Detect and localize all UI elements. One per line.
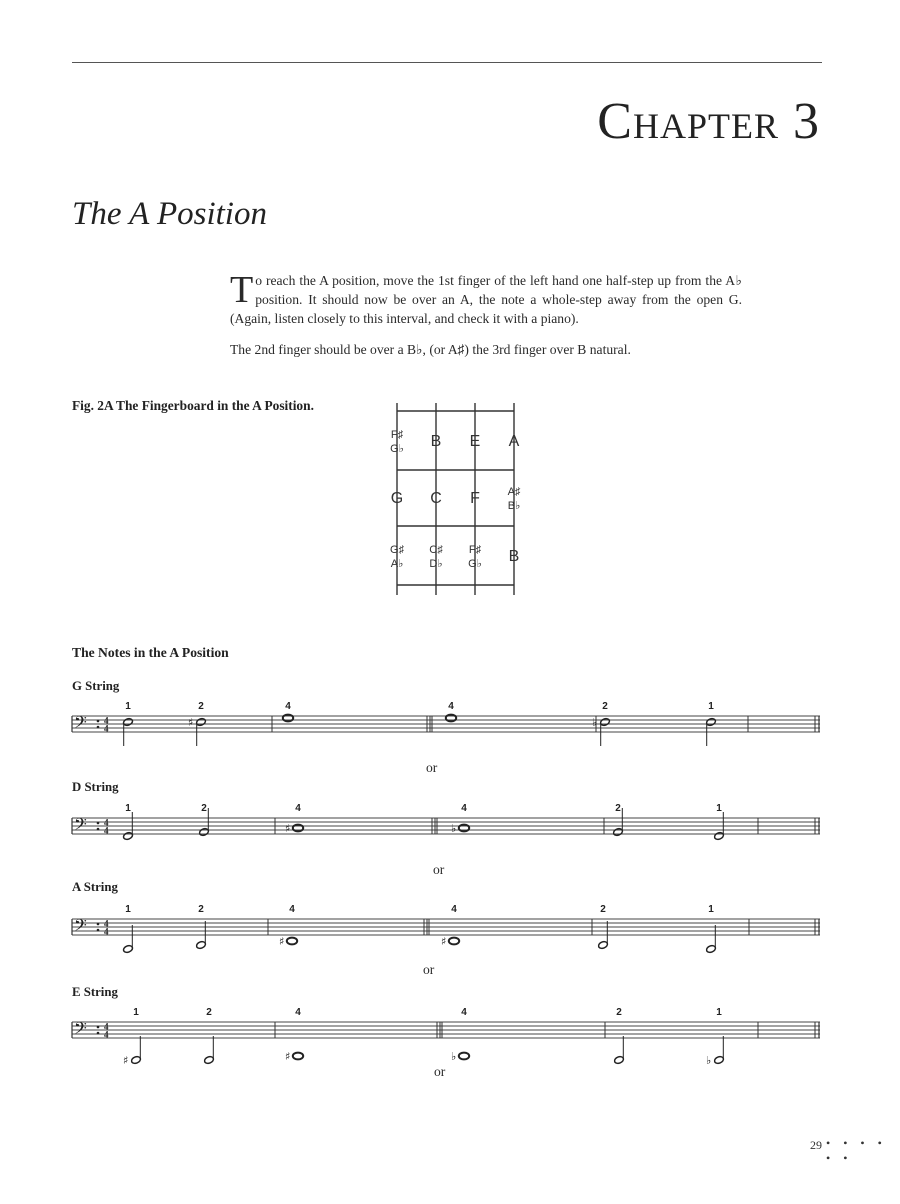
half-note xyxy=(714,1056,725,1065)
whole-note xyxy=(449,938,459,945)
fingerboard-note: F xyxy=(470,490,480,507)
fingering-number: 4 xyxy=(448,701,454,712)
fingering-number: 2 xyxy=(602,701,608,712)
half-note xyxy=(706,945,717,954)
fingerboard-note-bottom: B♭ xyxy=(507,500,521,512)
fingering-number: 1 xyxy=(125,701,131,712)
clef-dot xyxy=(97,1026,100,1029)
whole-note xyxy=(287,938,297,945)
page-number: 29 xyxy=(810,1138,822,1152)
fingering-number: 2 xyxy=(615,803,621,814)
fingerboard-note-bottom: A♭ xyxy=(390,558,404,570)
time-signature-bottom: 4 xyxy=(104,926,109,937)
fingerboard-note-top: F♯ xyxy=(390,429,404,441)
fingering-number: 4 xyxy=(295,803,301,814)
fingering-number: 4 xyxy=(295,1007,301,1018)
time-signature-top: 4 xyxy=(104,817,109,828)
half-note xyxy=(123,718,134,727)
fingerboard-diagram xyxy=(380,395,530,605)
sharp-icon: ♯ xyxy=(188,716,194,729)
flat-icon: ♭ xyxy=(706,1054,712,1066)
fingering-number: 2 xyxy=(198,701,204,712)
half-note xyxy=(204,1056,215,1065)
half-note xyxy=(196,941,207,950)
fingering-number: 4 xyxy=(289,904,295,915)
fingering-number: 1 xyxy=(133,1007,139,1018)
bass-clef-icon: 𝄢 xyxy=(74,915,87,939)
notes-heading: The Notes in the A Position xyxy=(72,645,229,660)
clef-dot xyxy=(97,720,100,723)
half-note xyxy=(131,1056,142,1065)
half-note xyxy=(706,718,717,727)
whole-note xyxy=(293,1053,303,1060)
fingerboard-note-bottom: G♭ xyxy=(390,443,404,455)
fingering-number: 4 xyxy=(461,1007,467,1018)
staff-e-string xyxy=(70,1004,822,1066)
half-note xyxy=(598,941,609,950)
fingerboard-note-top: G♯ xyxy=(389,544,405,556)
bass-clef-icon: 𝄢 xyxy=(74,1018,87,1042)
flat-icon: ♭ xyxy=(451,822,457,835)
or-label-d: or xyxy=(433,862,445,877)
sharp-icon: ♯ xyxy=(441,935,447,948)
fingerboard-note: C xyxy=(430,490,442,507)
flat-icon: ♭ xyxy=(451,1050,457,1063)
fingerboard-note: G xyxy=(390,490,404,507)
half-note xyxy=(199,828,210,837)
half-note xyxy=(196,718,207,727)
fingerboard-note: B xyxy=(508,548,520,565)
staff-a-string xyxy=(70,901,822,963)
clef-dot xyxy=(97,726,100,729)
drop-cap: T xyxy=(230,269,254,311)
whole-note xyxy=(459,1053,469,1060)
fingering-number: 1 xyxy=(716,803,722,814)
clef-dot xyxy=(97,822,100,825)
top-rule xyxy=(72,62,822,63)
fingering-number: 2 xyxy=(600,904,606,915)
fingerboard-note-top: F♯ xyxy=(468,544,482,556)
bass-clef-icon: 𝄢 xyxy=(74,814,87,838)
fingering-number: 2 xyxy=(616,1007,622,1018)
time-signature-bottom: 4 xyxy=(104,1029,109,1040)
fingering-number: 1 xyxy=(708,701,714,712)
fingering-number: 1 xyxy=(716,1007,722,1018)
flat-icon: ♭ xyxy=(592,716,598,729)
or-label-e: or xyxy=(434,1064,446,1079)
section-title: The A Position xyxy=(72,196,267,232)
fingerboard-note-bottom: D♭ xyxy=(429,558,443,570)
fingerboard-note-top: C♯ xyxy=(429,544,443,556)
half-note xyxy=(714,832,725,841)
chapter-title: Chapter 3 xyxy=(597,93,820,150)
figure-caption: Fig. 2A The Fingerboard in the A Position. xyxy=(72,398,314,413)
clef-dot xyxy=(97,923,100,926)
fingering-number: 2 xyxy=(201,803,207,814)
string-label-d: D String xyxy=(72,780,119,794)
fingerboard-note: B xyxy=(430,433,442,450)
half-note xyxy=(600,718,611,727)
clef-dot xyxy=(97,929,100,932)
string-label-e: E String xyxy=(72,985,118,999)
or-label-g: or xyxy=(426,760,438,775)
finger-paragraph: The 2nd finger should be over a B♭, (or A♯) the 3rd finger over B natural. xyxy=(230,342,631,357)
string-label-g: G String xyxy=(72,679,120,693)
clef-dot xyxy=(97,1032,100,1035)
fingerboard-note: E xyxy=(469,433,481,450)
sharp-icon: ♯ xyxy=(285,1050,291,1063)
time-signature-bottom: 4 xyxy=(104,723,109,734)
time-signature-top: 4 xyxy=(104,918,109,929)
half-note xyxy=(123,832,134,841)
clef-dot xyxy=(97,828,100,831)
time-signature-top: 4 xyxy=(104,715,109,726)
sharp-icon: ♯ xyxy=(279,935,285,948)
half-note xyxy=(613,828,624,837)
fingerboard-note-bottom: G♭ xyxy=(468,558,482,570)
time-signature-top: 4 xyxy=(104,1021,109,1032)
time-signature-bottom: 4 xyxy=(104,825,109,836)
sharp-icon: ♯ xyxy=(123,1054,129,1066)
staff-d-string xyxy=(70,800,822,862)
fingerboard-note-top: A♯ xyxy=(507,486,521,498)
fingering-number: 1 xyxy=(125,803,131,814)
half-note xyxy=(123,945,134,954)
fingering-number: 2 xyxy=(198,904,204,915)
intro-paragraph-text: o reach the A position, move the 1st finger of the left hand one half-step up from the A♭ position. It should now be over an A, the note a whole-step away from the open G. (Again, listen closely to this interval, and check it with a piano). xyxy=(230,273,742,326)
half-note xyxy=(614,1056,625,1065)
string-label-a: A String xyxy=(72,880,118,894)
bass-clef-icon: 𝄢 xyxy=(74,712,87,736)
fingering-number: 4 xyxy=(285,701,291,712)
fingering-number: 1 xyxy=(708,904,714,915)
folio-dots: • • • • • • xyxy=(826,1136,887,1165)
staff-g-string xyxy=(70,698,822,760)
or-label-a: or xyxy=(423,962,435,977)
fingering-number: 2 xyxy=(206,1007,212,1018)
intro-paragraph xyxy=(230,271,742,328)
fingering-number: 4 xyxy=(451,904,457,915)
fingering-number: 4 xyxy=(461,803,467,814)
fingering-number: 1 xyxy=(125,904,131,915)
fingerboard-note: A xyxy=(508,433,520,450)
sharp-icon: ♯ xyxy=(285,822,291,835)
